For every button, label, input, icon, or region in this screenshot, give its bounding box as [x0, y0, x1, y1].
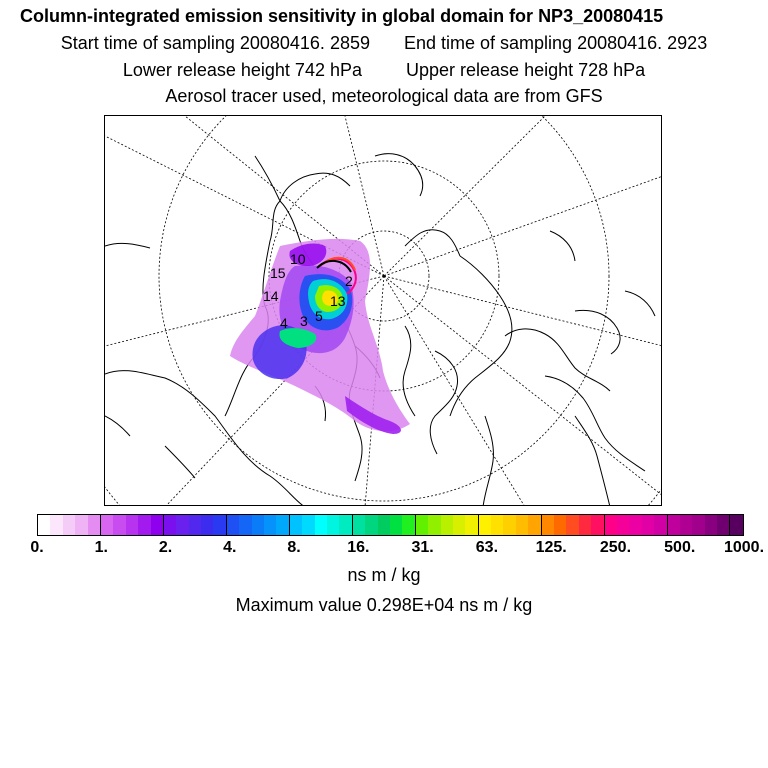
coastlines — [105, 154, 655, 506]
colorbar-swatch — [654, 515, 667, 535]
colorbar-swatch — [252, 515, 264, 535]
colorbar-swatch — [642, 515, 654, 535]
colorbar-tick-label: 2. — [158, 539, 173, 556]
colorbar — [37, 514, 744, 536]
colorbar-swatch — [151, 515, 164, 535]
colorbar-tick-label: 31. — [411, 539, 434, 556]
colorbar-swatch — [365, 515, 377, 535]
colorbar-swatch — [479, 515, 491, 535]
map-title: Column-integrated emission sensitivity in global domain for NP3_20080415 — [20, 6, 664, 26]
colorbar-swatch — [579, 515, 591, 535]
colorbar-swatch — [680, 515, 692, 535]
upper-release-label: Upper release height 728 hPa — [406, 60, 646, 80]
colorbar-tick-label: 1000. — [723, 539, 765, 556]
polar-map — [105, 116, 662, 506]
colorbar-swatch — [315, 515, 327, 535]
colorbar-swatch — [213, 515, 226, 535]
colorbar-swatch — [227, 515, 239, 535]
map-panel — [104, 115, 662, 506]
colorbar-swatch — [402, 515, 415, 535]
colorbar-swatch — [189, 515, 201, 535]
traj-label-4: 4 — [280, 315, 288, 331]
colorbar-swatch — [88, 515, 101, 535]
colorbar-tick-label: 63. — [475, 539, 499, 556]
colorbar-swatch — [239, 515, 251, 535]
traj-label-10: 10 — [290, 251, 306, 267]
colorbar-swatch — [276, 515, 289, 535]
colorbar-swatch — [441, 515, 453, 535]
traj-label-2: 2 — [345, 273, 353, 289]
end-time-label: End time of sampling 20080416. 2923 — [403, 33, 708, 53]
colorbar-swatch — [591, 515, 604, 535]
colorbar-swatch — [390, 515, 402, 535]
traj-label-14: 14 — [263, 288, 279, 304]
colorbar-swatch — [605, 515, 617, 535]
release-heights — [0, 60, 768, 81]
colorbar-swatch — [528, 515, 541, 535]
colorbar-swatch — [491, 515, 503, 535]
colorbar-swatch — [516, 515, 528, 535]
emission-sensitivity-plume — [230, 239, 410, 434]
colorbar-tick-label: 250. — [599, 539, 632, 556]
colorbar-swatch — [113, 515, 125, 535]
colorbar-swatch — [339, 515, 352, 535]
colorbar-swatch — [416, 515, 428, 535]
colorbar-swatch — [566, 515, 578, 535]
colorbar-swatch — [705, 515, 717, 535]
colorbar-swatch — [327, 515, 339, 535]
colorbar-tick-label: 8. — [287, 539, 301, 556]
colorbar-swatch — [629, 515, 641, 535]
colorbar-swatch — [692, 515, 704, 535]
colorbar-swatch — [717, 515, 730, 535]
colorbar-swatch — [101, 515, 113, 535]
colorbar-swatch — [453, 515, 465, 535]
colorbar-swatch — [138, 515, 150, 535]
traj-label-5: 5 — [315, 308, 323, 324]
colorbar-swatch — [50, 515, 62, 535]
colorbar-tick-label: 4. — [223, 539, 237, 556]
colorbar-swatch — [75, 515, 87, 535]
colorbar-tick-label: 125. — [535, 539, 567, 556]
colorbar-swatch — [668, 515, 680, 535]
colorbar-swatch — [38, 515, 50, 535]
colorbar-swatch — [164, 515, 176, 535]
colorbar-swatch — [302, 515, 314, 535]
colorbar-swatch — [465, 515, 478, 535]
colorbar-swatch — [201, 515, 213, 535]
colorbar-swatch — [542, 515, 554, 535]
colorbar-swatch — [264, 515, 276, 535]
colorbar-swatch — [126, 515, 138, 535]
colorbar-swatch — [554, 515, 566, 535]
colorbar-swatch — [63, 515, 75, 535]
lower-release-label: Lower release height 742 hPa — [122, 60, 362, 80]
colorbar-tick-label: 500. — [664, 539, 696, 556]
traj-label-13: 13 — [330, 293, 346, 309]
traj-label-3: 3 — [300, 313, 308, 329]
start-time-label: Start time of sampling 20080416. 2859 — [60, 33, 370, 53]
colorbar-swatch — [290, 515, 302, 535]
colorbar-tick-label: 16. — [347, 539, 370, 556]
colorbar-swatch — [617, 515, 629, 535]
colorbar-swatch — [503, 515, 515, 535]
colorbar-swatch — [730, 515, 742, 535]
colorbar-swatch — [353, 515, 365, 535]
colorbar-swatch — [176, 515, 188, 535]
colorbar-tick-labels — [0, 539, 768, 559]
colorbar-tick-label: 1. — [94, 539, 108, 556]
sampling-times — [0, 33, 768, 54]
colorbar-tick-label: 0. — [30, 539, 44, 556]
colorbar-swatch — [428, 515, 440, 535]
tracer-note: Aerosol tracer used, meteorological data are from GFS — [165, 86, 603, 106]
max-value-label: Maximum value 0.298E+04 ns m / kg — [235, 595, 533, 615]
units-label: ns m / kg — [347, 565, 421, 585]
traj-label-15: 15 — [270, 265, 286, 281]
colorbar-swatch — [378, 515, 390, 535]
